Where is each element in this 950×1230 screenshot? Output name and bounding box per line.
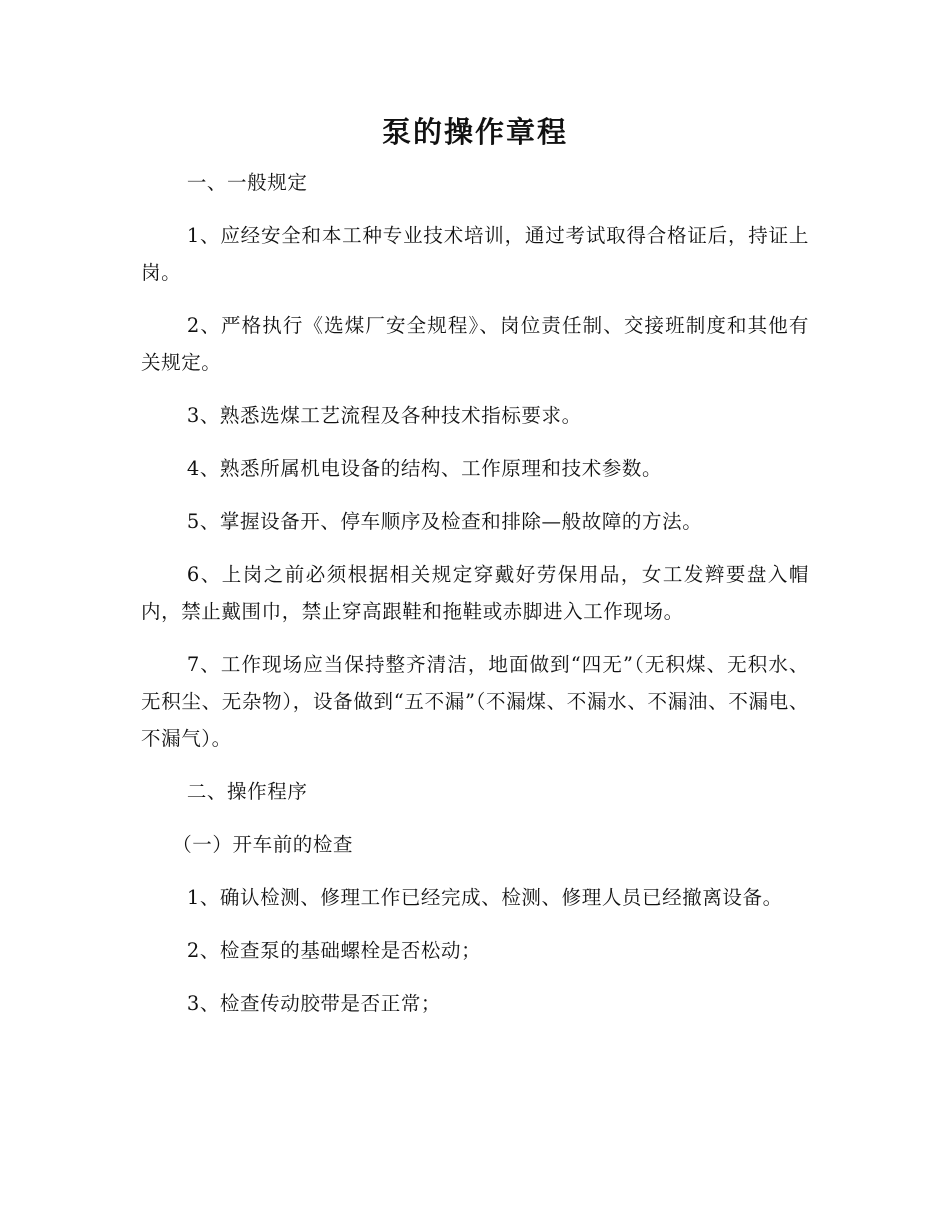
paragraph-rule-1: 1、应经安全和本工种专业技术培训，通过考试取得合格证后，持证上岗。 xyxy=(141,224,809,284)
section-heading-general: 一、一般规定 xyxy=(186,171,308,194)
section-heading-procedure: 二、操作程序 xyxy=(186,780,308,803)
paragraph-rule-2: 2、严格执行《选煤厂安全规程》、岗位责任制、交接班制度和其他有关规定。 xyxy=(141,314,809,374)
paragraph-rule-4: 4、熟悉所属机电设备的结构、工作原理和技术参数。 xyxy=(186,457,663,480)
document-body xyxy=(141,164,809,1038)
subsection-heading-pre-start: （一）开车前的检查 xyxy=(172,833,354,856)
paragraph-rule-7: 7、工作现场应当保持整齐清洁，地面做到“四无”（无积煤、无积水、无积尘、无杂物），设备做到“五不漏”（不漏煤、不漏水、不漏油、不漏电、不漏气）。 xyxy=(141,653,809,750)
paragraph-rule-3: 3、熟悉选煤工艺流程及各种技术指标要求。 xyxy=(186,404,582,427)
paragraph-rule-5: 5、掌握设备开、停车顺序及检查和排除—般故障的方法。 xyxy=(186,510,703,533)
paragraph-rule-6: 6、上岗之前必须根据相关规定穿戴好劳保用品，女工发辫要盘入帽内，禁止戴围巾，禁止穿高跟鞋和拖鞋或赤脚进入工作现场。 xyxy=(141,563,809,623)
paragraph-check-2: 2、检查泵的基础螺栓是否松动； xyxy=(186,939,482,962)
document-title: 泵的操作章程 xyxy=(381,115,568,149)
paragraph-check-3: 3、检查传动胶带是否正常； xyxy=(186,992,442,1015)
paragraph-check-1: 1、确认检测、修理工作已经完成、检测、修理人员已经撤离设备。 xyxy=(186,886,783,909)
